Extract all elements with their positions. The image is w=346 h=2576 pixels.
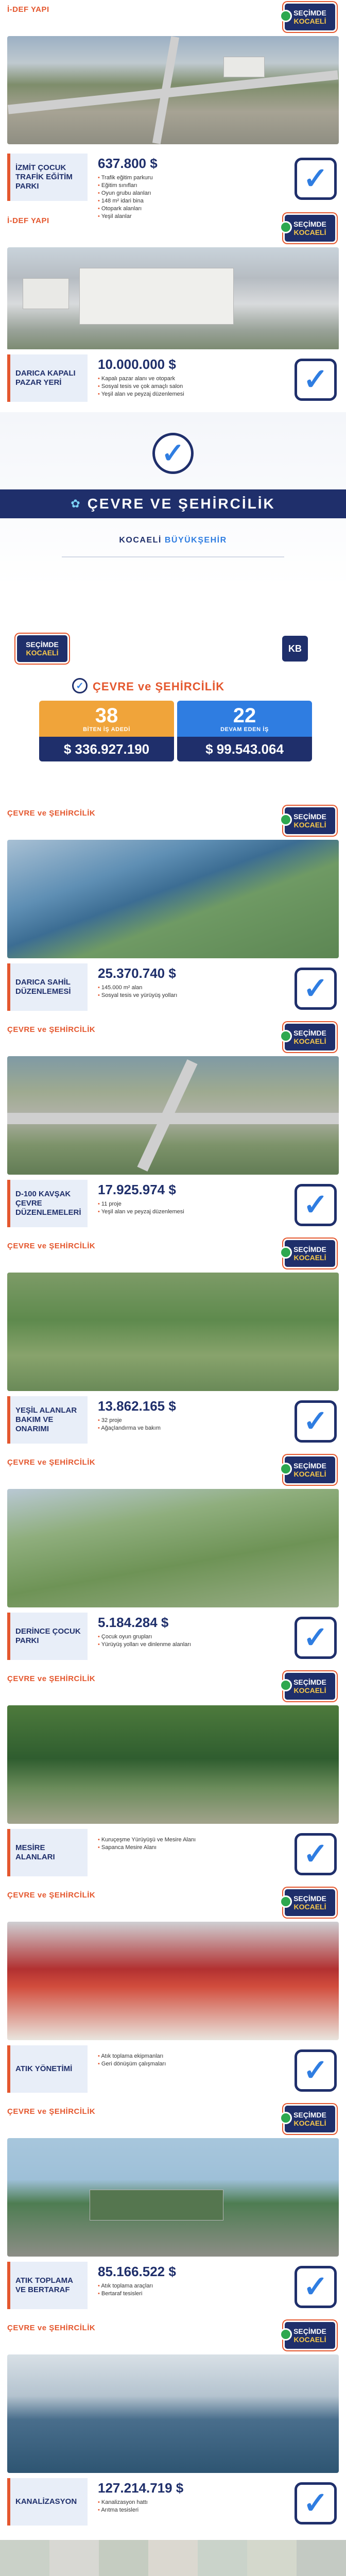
campaign-badge (283, 2104, 337, 2134)
bullet-item: • Trafik eğitim parkuru (98, 174, 268, 182)
project-section (0, 0, 346, 219)
bullet-item: • Kapalı pazar alanı ve otopark (98, 375, 268, 383)
project-label: ATIK TOPLAMA VE BERTARAF (7, 2262, 88, 2309)
badge-dot (280, 814, 292, 826)
campaign-badge (283, 1022, 337, 1052)
completed-amount: $ 336.927.190 (39, 737, 174, 761)
bullet-item: • Çocuk oyun grupları (98, 1633, 268, 1641)
badge-line1: SEÇİMDE (293, 1678, 326, 1686)
badge-line2: KOCAELİ (293, 2335, 326, 2344)
bullet-item: • Sosyal tesis ve yürüyüş yolları (98, 992, 268, 999)
project-amount: 13.862.165 $ (98, 1398, 176, 1414)
project-amount: 127.214.719 $ (98, 2480, 184, 2496)
leaf-icon: ✿ (71, 497, 80, 510)
ongoing-label: DEVAM EDEN İŞ (220, 726, 269, 733)
badge-line2: KOCAELİ (293, 1253, 326, 1262)
project-label: YEŞİL ALANLAR BAKIM VE ONARIMI (7, 1396, 88, 1444)
project-photo (7, 1705, 339, 1824)
project-photo (7, 1273, 339, 1391)
section-heading: ÇEVRE ve ŞEHİRCİLİK (7, 809, 96, 818)
section-heading: ÇEVRE ve ŞEHİRCİLİK (7, 1674, 96, 1683)
project-bullets (98, 2282, 268, 2298)
campaign-badge (283, 2, 337, 32)
campaign-badge (283, 213, 337, 243)
bullet-item: • Kuruçeşme Yürüyüşü ve Mesire Alanı (98, 1836, 268, 1844)
ongoing-box (177, 701, 312, 761)
bullet-item: • 11 proje (98, 1200, 268, 1208)
bullet-item: • Ağaçlandırma ve bakım (98, 1425, 268, 1432)
project-info (7, 2257, 339, 2314)
project-section (0, 1453, 346, 1669)
project-section (0, 1669, 346, 1886)
bullet-item: • Geri dönüşüm çalışmaları (98, 2060, 268, 2068)
badge-line1: SEÇİMDE (293, 1894, 326, 1903)
completed-count: 38 (95, 704, 118, 727)
bullet-item: • Sosyal tesis ve çok amaçlı salon (98, 383, 268, 391)
project-bullets (98, 375, 268, 398)
project-photo (7, 247, 339, 350)
badge-line2: KOCAELİ (293, 1686, 326, 1694)
project-section (0, 1886, 346, 2102)
project-info (7, 1824, 339, 1882)
badge-line2: KOCAELİ (293, 1037, 326, 1045)
project-section (0, 2318, 346, 2535)
check-icon: ✓ (295, 359, 337, 401)
campaign-badge (15, 634, 69, 664)
campaign-badge (283, 1888, 337, 1918)
section-heading: ÇEVRE ve ŞEHİRCİLİK (7, 1458, 96, 1467)
project-section (0, 804, 346, 1020)
project-bullets (98, 2499, 268, 2514)
badge-dot (280, 1679, 292, 1691)
project-amount: 10.000.000 $ (98, 357, 176, 372)
project-bullets (98, 1836, 268, 1852)
project-bullets (98, 2053, 268, 2068)
project-photo (7, 1922, 339, 2040)
badge-line2: KOCAELİ (293, 821, 326, 829)
badge-line2: KOCAELİ (293, 2119, 326, 2127)
project-label: D-100 KAVŞAK ÇEVRE DÜZENLEMELERİ (7, 1180, 88, 1227)
badge-dot (280, 1463, 292, 1475)
bullet-item: • Arıtma tesisleri (98, 2506, 268, 2514)
badge-dot (280, 1895, 292, 1908)
completed-collage (0, 2540, 346, 2576)
project-label: DERİNCE ÇOCUK PARKI (7, 1613, 88, 1660)
badge-line1: SEÇİMDE (293, 220, 326, 228)
project-bullets (98, 1417, 268, 1432)
section-heading: İ-DEF YAPI (7, 216, 49, 225)
badge-line1: SEÇİMDE (293, 1029, 326, 1037)
project-section (0, 1236, 346, 1453)
bullet-item: • 32 proje (98, 1417, 268, 1425)
project-photo (7, 36, 339, 144)
check-icon: ✓ (72, 678, 88, 693)
bullet-item: • Kanalizasyon hattı (98, 2499, 268, 2506)
badge-line2: KOCAELİ (293, 1470, 326, 1478)
divider (62, 556, 284, 557)
project-info (7, 349, 339, 407)
project-bullets (98, 984, 268, 999)
banner-title-bar (0, 489, 346, 518)
badge-line1: SEÇİMDE (293, 2111, 326, 2119)
project-amount: 5.184.284 $ (98, 1615, 169, 1630)
ongoing-count: 22 (233, 704, 256, 727)
bullet-item: • Yeşil alanlar (98, 213, 268, 221)
project-bullets (98, 1200, 268, 1216)
bullet-item: • Bertaraf tesisleri (98, 2290, 268, 2298)
bullet-item: • 148 m² idari bina (98, 197, 268, 205)
badge-line2: KOCAELİ (293, 228, 326, 236)
bullet-item: • Atık toplama ekipmanları (98, 2053, 268, 2060)
check-icon: ✓ (295, 1184, 337, 1226)
project-photo (7, 2354, 339, 2473)
bullet-item: • 145.000 m² alan (98, 984, 268, 992)
project-photo (7, 840, 339, 958)
check-icon: ✓ (152, 433, 194, 474)
section-heading: İ-DEF YAPI (7, 5, 49, 14)
project-label: ATIK YÖNETİMİ (7, 2045, 88, 2093)
check-icon: ✓ (295, 158, 337, 200)
badge-line1: SEÇİMDE (26, 640, 59, 649)
section-heading: ÇEVRE ve ŞEHİRCİLİK (7, 1242, 96, 1250)
project-photo (7, 2138, 339, 2257)
project-info (7, 2040, 339, 2098)
badge-line1: SEÇİMDE (293, 1462, 326, 1470)
check-icon: ✓ (295, 2049, 337, 2092)
project-section (0, 2102, 346, 2318)
bullet-item: • Atık toplama araçları (98, 2282, 268, 2290)
project-label: DARICA SAHİL DÜZENLEMESİ (7, 963, 88, 1011)
project-bullets (98, 1633, 268, 1649)
project-label: İZMİT ÇOCUK TRAFİK EĞİTİM PARKI (7, 154, 88, 201)
bullet-item: • Oyun grubu alanları (98, 190, 268, 197)
municipality-emblem: KB (282, 636, 308, 662)
badge-line1: SEÇİMDE (293, 9, 326, 17)
project-amount: 25.370.740 $ (98, 965, 176, 981)
section-heading: ÇEVRE ve ŞEHİRCİLİK (7, 1025, 96, 1034)
campaign-badge (283, 806, 337, 836)
badge-dot (280, 221, 292, 233)
project-info (7, 2473, 339, 2531)
ongoing-amount: $ 99.543.064 (177, 737, 312, 761)
bullet-item: • Yeşil alan ve peyzaj düzenlemesi (98, 391, 268, 398)
badge-dot (280, 1246, 292, 1259)
project-section (0, 211, 346, 407)
bullet-item: • Yeşil alan ve peyzaj düzenlemesi (98, 1208, 268, 1216)
project-label: KANALİZASYON (7, 2478, 88, 2526)
section-heading: ÇEVRE ve ŞEHİRCİLİK (7, 2324, 96, 2332)
project-label: MESİRE ALANLARI (7, 1829, 88, 1876)
bullet-item: • Yürüyüş yolları ve dinlenme alanları (98, 1641, 268, 1649)
section-heading: ÇEVRE ve ŞEHİRCİLİK (7, 1891, 96, 1900)
campaign-badge (283, 1239, 337, 1268)
badge-line2: KOCAELİ (26, 649, 59, 657)
badge-line2: KOCAELİ (293, 17, 326, 25)
check-icon: ✓ (295, 1833, 337, 1875)
campaign-badge (283, 1671, 337, 1701)
check-icon: ✓ (295, 2482, 337, 2524)
section-heading: ÇEVRE ve ŞEHİRCİLİK (7, 2107, 96, 2116)
project-info (7, 148, 339, 219)
badge-dot (280, 2328, 292, 2341)
project-info (7, 958, 339, 1016)
badge-line1: SEÇİMDE (293, 812, 326, 821)
campaign-badge (283, 1455, 337, 1485)
project-info (7, 1391, 339, 1449)
bullet-item: • Eğitim sınıfları (98, 182, 268, 190)
completed-label: BİTEN İŞ ADEDİ (83, 726, 130, 733)
badge-dot (280, 2112, 292, 2124)
project-photo (7, 1489, 339, 1607)
project-amount: 17.925.974 $ (98, 1182, 176, 1197)
completed-box (39, 701, 174, 761)
check-icon: ✓ (295, 968, 337, 1010)
category-banner (0, 412, 346, 587)
project-section (0, 1020, 346, 1236)
collage-overlay (0, 2540, 346, 2576)
project-photo (7, 1056, 339, 1175)
check-icon: ✓ (295, 1617, 337, 1659)
summary-panel (0, 629, 346, 783)
badge-dot (280, 10, 292, 22)
badge-line1: SEÇİMDE (293, 2327, 326, 2335)
badge-line2: KOCAELİ (293, 1903, 326, 1911)
summary-title: ÇEVRE ve ŞEHİRCİLİK (93, 680, 225, 693)
banner-title: ÇEVRE VE ŞEHİRCİLİK (87, 496, 275, 512)
project-info (7, 1175, 339, 1232)
badge-line1: SEÇİMDE (293, 1245, 326, 1253)
project-info (7, 1607, 339, 1665)
check-icon: ✓ (295, 2266, 337, 2308)
project-amount: 637.800 $ (98, 156, 158, 171)
campaign-badge (283, 2320, 337, 2350)
bullet-item: • Otopark alanları (98, 205, 268, 213)
project-amount: 85.166.522 $ (98, 2264, 176, 2279)
municipality-logo: KOCAELİ BÜYÜKŞEHİR (119, 536, 227, 545)
check-icon: ✓ (295, 1400, 337, 1443)
project-label: DARICA KAPALI PAZAR YERİ (7, 354, 88, 402)
bullet-item: • Sapanca Mesire Alanı (98, 1844, 268, 1852)
badge-dot (280, 1030, 292, 1042)
